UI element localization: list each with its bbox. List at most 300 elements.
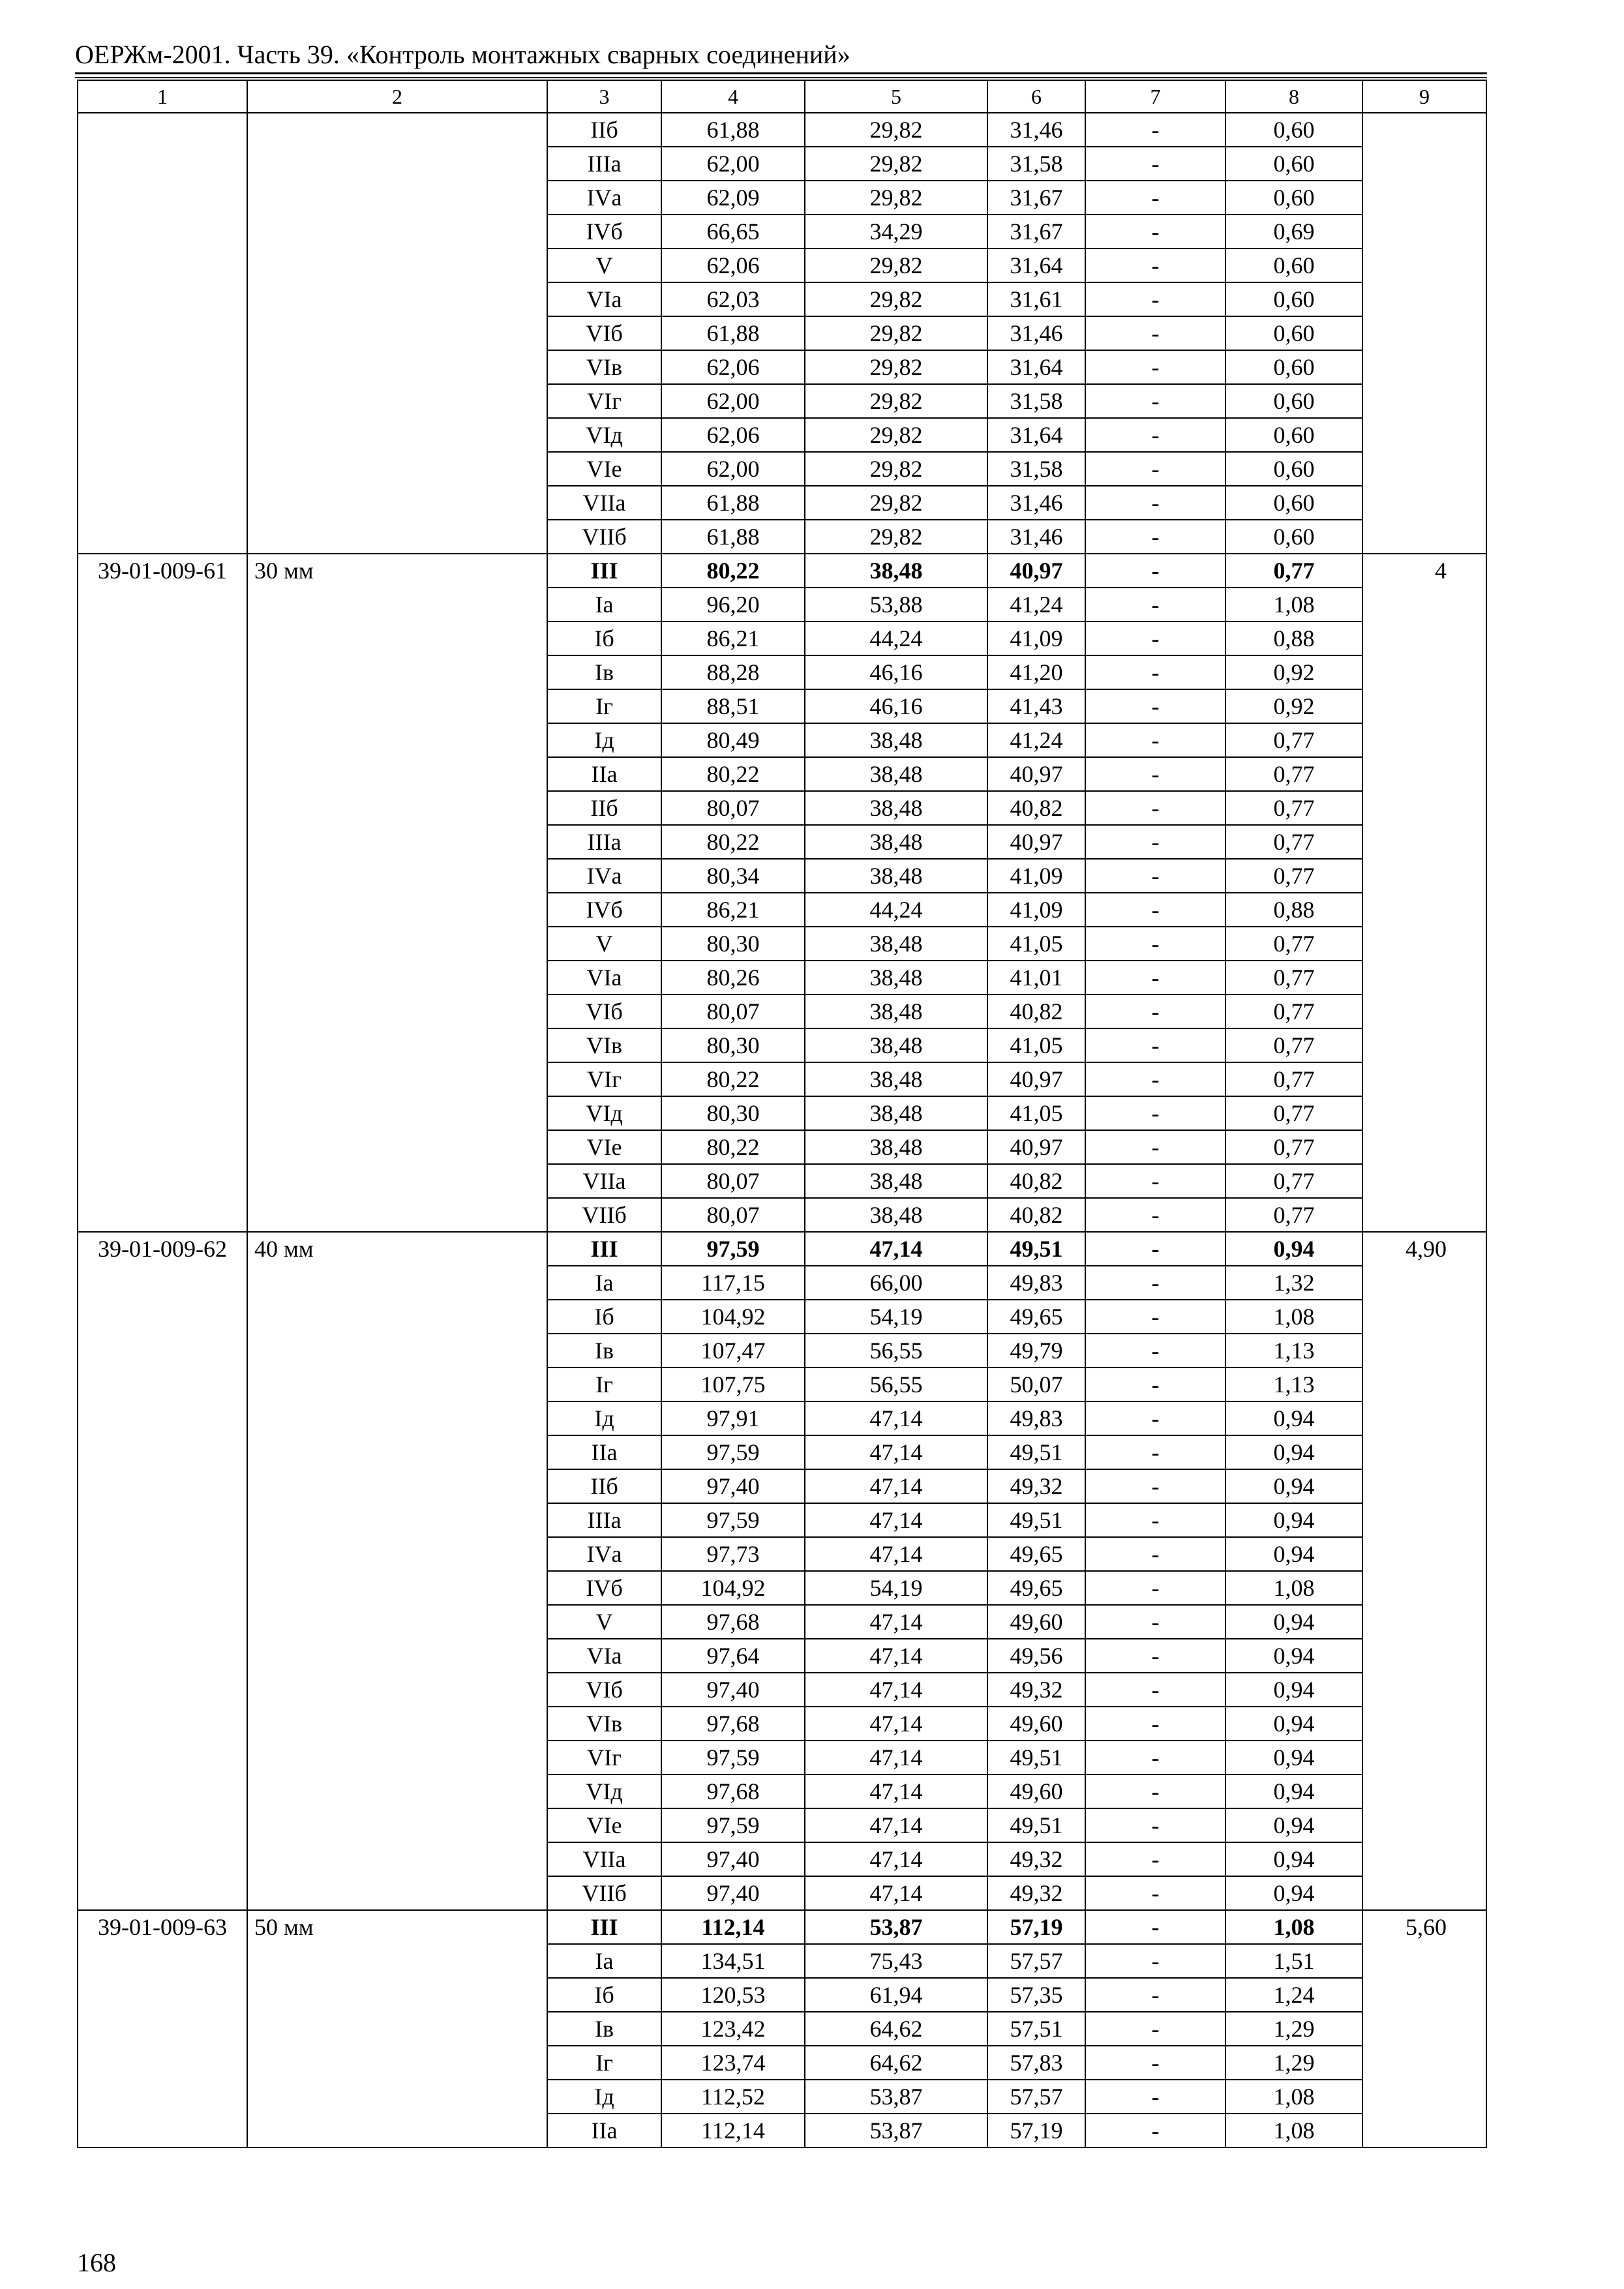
- cell-category: VIг: [547, 384, 661, 418]
- cell-machine: 57,19: [987, 1910, 1085, 1944]
- cell-category: Iд: [547, 1401, 661, 1435]
- cell-labor: 38,48: [805, 859, 987, 893]
- cell-materials: 0,94: [1226, 1673, 1362, 1707]
- cell-wages: -: [1085, 147, 1226, 181]
- cell-machine: 31,67: [987, 181, 1085, 215]
- table-row: [78, 1300, 1486, 1334]
- cell-wages: -: [1085, 1571, 1226, 1605]
- cell-size: [247, 1605, 547, 1639]
- cell-total: 80,22: [661, 554, 805, 588]
- cell-category: VIд: [547, 418, 661, 452]
- cell-wages: -: [1085, 927, 1226, 961]
- cell-extra: [1362, 588, 1486, 621]
- cell-extra: [1362, 215, 1486, 248]
- cell-category: Iв: [547, 2012, 661, 2046]
- cell-total: 104,92: [661, 1300, 805, 1334]
- cell-size: [247, 689, 547, 723]
- cell-wages: -: [1085, 418, 1226, 452]
- cell-labor: 56,55: [805, 1334, 987, 1368]
- cell-extra: [1362, 1266, 1486, 1300]
- cell-category: V: [547, 1605, 661, 1639]
- cell-extra: [1362, 248, 1486, 282]
- cell-total: 80,49: [661, 723, 805, 757]
- cell-category: IIа: [547, 1435, 661, 1469]
- cell-machine: 41,05: [987, 927, 1085, 961]
- cell-materials: 0,88: [1226, 621, 1362, 655]
- cell-materials: 0,60: [1226, 316, 1362, 350]
- cell-machine: 57,35: [987, 1978, 1085, 2012]
- cell-extra: [1362, 621, 1486, 655]
- cell-wages: -: [1085, 452, 1226, 486]
- table-row: [78, 961, 1486, 995]
- cell-code: [78, 316, 247, 350]
- cell-category: IIб: [547, 791, 661, 825]
- cell-machine: 41,09: [987, 621, 1085, 655]
- cell-labor: 53,88: [805, 588, 987, 621]
- cell-materials: 0,77: [1226, 1198, 1362, 1232]
- cell-category: IVа: [547, 859, 661, 893]
- cell-machine: 50,07: [987, 1368, 1085, 1401]
- cell-wages: -: [1085, 1300, 1226, 1334]
- cell-materials: 0,60: [1226, 384, 1362, 418]
- cell-code: [78, 1198, 247, 1232]
- cell-machine: 41,43: [987, 689, 1085, 723]
- cell-wages: -: [1085, 1876, 1226, 1910]
- table-row: [78, 689, 1486, 723]
- cell-total: 86,21: [661, 893, 805, 927]
- table-row: [78, 1232, 1486, 1266]
- cell-extra: 4,90: [1362, 1232, 1486, 1266]
- table-row: [78, 147, 1486, 181]
- cell-extra: [1362, 1673, 1486, 1707]
- cell-code: [78, 1300, 247, 1334]
- cell-extra: [1362, 995, 1486, 1028]
- cell-code: [78, 1334, 247, 1368]
- cell-machine: 31,46: [987, 113, 1085, 147]
- cell-code: [78, 1741, 247, 1774]
- cell-total: 62,06: [661, 418, 805, 452]
- cell-code: [78, 486, 247, 520]
- cell-labor: 47,14: [805, 1842, 987, 1876]
- cell-materials: 0,94: [1226, 1435, 1362, 1469]
- cell-total: 62,00: [661, 384, 805, 418]
- cell-wages: -: [1085, 1266, 1226, 1300]
- table-row: [78, 1741, 1486, 1774]
- cell-size: [247, 1978, 547, 2012]
- cell-wages: -: [1085, 2046, 1226, 2080]
- table-row: [78, 859, 1486, 893]
- cell-extra: [1362, 1876, 1486, 1910]
- cell-labor: 75,43: [805, 1944, 987, 1978]
- cell-code: [78, 1571, 247, 1605]
- cell-size: [247, 2046, 547, 2080]
- cell-code: [78, 1503, 247, 1537]
- cell-wages: -: [1085, 1707, 1226, 1741]
- cell-materials: 0,94: [1226, 1876, 1362, 1910]
- cell-extra: [1362, 757, 1486, 791]
- cell-materials: 0,94: [1226, 1503, 1362, 1537]
- cell-labor: 29,82: [805, 248, 987, 282]
- table-row: [78, 554, 1486, 588]
- table-row: [78, 1130, 1486, 1164]
- cell-size: [247, 621, 547, 655]
- cell-labor: 29,82: [805, 384, 987, 418]
- cell-code: [78, 1130, 247, 1164]
- cell-machine: 49,83: [987, 1266, 1085, 1300]
- cell-code: [78, 2080, 247, 2114]
- cell-size: [247, 588, 547, 621]
- cell-wages: -: [1085, 1096, 1226, 1130]
- cell-total: 97,40: [661, 1876, 805, 1910]
- cell-category: VIа: [547, 282, 661, 316]
- cell-extra: [1362, 2114, 1486, 2147]
- cell-total: 97,40: [661, 1469, 805, 1503]
- cell-wages: -: [1085, 1368, 1226, 1401]
- cell-code: [78, 1368, 247, 1401]
- cell-code: [78, 1266, 247, 1300]
- cell-extra: [1362, 655, 1486, 689]
- cell-size: [247, 1537, 547, 1571]
- cell-machine: 41,24: [987, 723, 1085, 757]
- cell-materials: 0,92: [1226, 689, 1362, 723]
- cell-size: [247, 961, 547, 995]
- cell-labor: 38,48: [805, 1198, 987, 1232]
- cell-category: III: [547, 554, 661, 588]
- cell-size: [247, 1639, 547, 1673]
- cell-total: 80,22: [661, 1062, 805, 1096]
- cell-wages: -: [1085, 113, 1226, 147]
- cell-category: VIд: [547, 1096, 661, 1130]
- table-row: [78, 282, 1486, 316]
- cell-category: III: [547, 1910, 661, 1944]
- cell-machine: 40,97: [987, 757, 1085, 791]
- cell-code: [78, 859, 247, 893]
- cell-total: 66,65: [661, 215, 805, 248]
- cell-wages: -: [1085, 1334, 1226, 1368]
- cell-code: [78, 282, 247, 316]
- cell-labor: 61,94: [805, 1978, 987, 2012]
- column-header-1: 1: [78, 80, 247, 113]
- cell-total: 112,52: [661, 2080, 805, 2114]
- cell-materials: 0,60: [1226, 350, 1362, 384]
- column-header-4: 4: [661, 80, 805, 113]
- cell-size: [247, 1164, 547, 1198]
- cell-labor: 47,14: [805, 1808, 987, 1842]
- cell-size: [247, 113, 547, 147]
- header-rule-thick: [75, 72, 1487, 74]
- cell-code: [78, 350, 247, 384]
- cell-wages: -: [1085, 723, 1226, 757]
- cell-wages: -: [1085, 1978, 1226, 2012]
- cell-machine: 49,32: [987, 1876, 1085, 1910]
- cell-total: 97,68: [661, 1774, 805, 1808]
- cell-materials: 0,77: [1226, 791, 1362, 825]
- cell-category: Iв: [547, 1334, 661, 1368]
- cell-total: 61,88: [661, 486, 805, 520]
- cell-size: [247, 1266, 547, 1300]
- table-row: [78, 316, 1486, 350]
- cell-code: [78, 791, 247, 825]
- cell-materials: 0,94: [1226, 1808, 1362, 1842]
- cell-labor: 38,48: [805, 1130, 987, 1164]
- cell-total: 123,42: [661, 2012, 805, 2046]
- cell-labor: 44,24: [805, 893, 987, 927]
- cell-materials: 0,94: [1226, 1741, 1362, 1774]
- cell-machine: 49,51: [987, 1503, 1085, 1537]
- cell-category: VIIа: [547, 1164, 661, 1198]
- cell-machine: 31,46: [987, 316, 1085, 350]
- cell-code: 39-01-009-63: [78, 1910, 247, 1944]
- cell-total: 80,22: [661, 1130, 805, 1164]
- header-rule-thin: [75, 77, 1487, 78]
- cell-labor: 47,14: [805, 1537, 987, 1571]
- cell-category: IVб: [547, 1571, 661, 1605]
- cell-materials: 1,13: [1226, 1334, 1362, 1368]
- cell-machine: 40,97: [987, 825, 1085, 859]
- cell-code: [78, 1639, 247, 1673]
- cell-extra: [1362, 1028, 1486, 1062]
- table-row: [78, 418, 1486, 452]
- cell-category: V: [547, 927, 661, 961]
- cell-total: 97,64: [661, 1639, 805, 1673]
- cell-size: [247, 1096, 547, 1130]
- cell-materials: 1,29: [1226, 2012, 1362, 2046]
- cell-size: [247, 2114, 547, 2147]
- cell-wages: -: [1085, 1774, 1226, 1808]
- cell-total: 104,92: [661, 1571, 805, 1605]
- table-row: [78, 927, 1486, 961]
- cell-code: [78, 757, 247, 791]
- cell-code: [78, 113, 247, 147]
- cell-machine: 49,65: [987, 1300, 1085, 1334]
- cell-extra: [1362, 1096, 1486, 1130]
- cell-materials: 1,24: [1226, 1978, 1362, 2012]
- table-row: [78, 1944, 1486, 1978]
- cell-wages: -: [1085, 825, 1226, 859]
- cell-materials: 0,94: [1226, 1605, 1362, 1639]
- column-header-7: 7: [1085, 80, 1226, 113]
- cell-wages: -: [1085, 215, 1226, 248]
- cell-materials: 0,77: [1226, 554, 1362, 588]
- cell-size: [247, 350, 547, 384]
- cell-extra: [1362, 1368, 1486, 1401]
- cell-total: 80,30: [661, 1096, 805, 1130]
- table-row: [78, 1028, 1486, 1062]
- cell-labor: 54,19: [805, 1300, 987, 1334]
- cell-materials: 1,32: [1226, 1266, 1362, 1300]
- cell-total: 97,68: [661, 1707, 805, 1741]
- cell-category: Iг: [547, 1368, 661, 1401]
- table-row: [78, 1639, 1486, 1673]
- cell-machine: 31,58: [987, 452, 1085, 486]
- cell-labor: 47,14: [805, 1232, 987, 1266]
- cell-machine: 57,57: [987, 1944, 1085, 1978]
- cell-size: [247, 757, 547, 791]
- cell-labor: 47,14: [805, 1876, 987, 1910]
- cell-total: 80,30: [661, 927, 805, 961]
- cell-size: [247, 452, 547, 486]
- cell-category: IIб: [547, 1469, 661, 1503]
- cell-extra: [1362, 689, 1486, 723]
- cell-machine: 40,82: [987, 791, 1085, 825]
- cell-machine: 31,67: [987, 215, 1085, 248]
- cell-labor: 47,14: [805, 1741, 987, 1774]
- rates-table: [77, 80, 1487, 2148]
- cell-wages: -: [1085, 995, 1226, 1028]
- cell-code: [78, 1096, 247, 1130]
- cell-size: [247, 181, 547, 215]
- cell-machine: 31,64: [987, 248, 1085, 282]
- cell-materials: 0,77: [1226, 859, 1362, 893]
- cell-labor: 38,48: [805, 791, 987, 825]
- cell-machine: 49,51: [987, 1232, 1085, 1266]
- cell-machine: 49,51: [987, 1435, 1085, 1469]
- cell-machine: 40,97: [987, 1062, 1085, 1096]
- cell-code: [78, 147, 247, 181]
- cell-total: 117,15: [661, 1266, 805, 1300]
- cell-materials: 0,94: [1226, 1537, 1362, 1571]
- cell-labor: 29,82: [805, 181, 987, 215]
- cell-materials: 0,77: [1226, 1028, 1362, 1062]
- cell-size: [247, 384, 547, 418]
- cell-machine: 49,51: [987, 1741, 1085, 1774]
- cell-materials: 0,94: [1226, 1401, 1362, 1435]
- cell-size: [247, 1707, 547, 1741]
- column-header-2: 2: [247, 80, 547, 113]
- cell-code: [78, 588, 247, 621]
- cell-total: 61,88: [661, 316, 805, 350]
- cell-wages: -: [1085, 1062, 1226, 1096]
- table-row: [78, 621, 1486, 655]
- cell-wages: -: [1085, 655, 1226, 689]
- cell-labor: 66,00: [805, 1266, 987, 1300]
- cell-size: [247, 147, 547, 181]
- table-row: [78, 2114, 1486, 2147]
- cell-total: 97,59: [661, 1741, 805, 1774]
- cell-wages: -: [1085, 248, 1226, 282]
- cell-materials: 0,94: [1226, 1842, 1362, 1876]
- page-number: 168: [77, 2248, 116, 2277]
- cell-total: 80,07: [661, 995, 805, 1028]
- cell-extra: [1362, 1130, 1486, 1164]
- cell-wages: -: [1085, 1469, 1226, 1503]
- cell-total: 61,88: [661, 113, 805, 147]
- cell-materials: 0,88: [1226, 893, 1362, 927]
- cell-category: V: [547, 248, 661, 282]
- table-row: [78, 1469, 1486, 1503]
- table-row: [78, 825, 1486, 859]
- cell-labor: 47,14: [805, 1469, 987, 1503]
- cell-machine: 41,09: [987, 893, 1085, 927]
- cell-materials: 0,94: [1226, 1469, 1362, 1503]
- cell-labor: 56,55: [805, 1368, 987, 1401]
- table-row: [78, 1842, 1486, 1876]
- table-row: [78, 791, 1486, 825]
- cell-total: 107,75: [661, 1368, 805, 1401]
- cell-wages: -: [1085, 350, 1226, 384]
- table-row: [78, 1435, 1486, 1469]
- cell-extra: [1362, 1639, 1486, 1673]
- cell-code: [78, 1164, 247, 1198]
- cell-extra: [1362, 2080, 1486, 2114]
- cell-category: Iг: [547, 689, 661, 723]
- cell-machine: 49,32: [987, 1673, 1085, 1707]
- cell-labor: 29,82: [805, 316, 987, 350]
- cell-category: Iб: [547, 1978, 661, 2012]
- cell-extra: [1362, 1707, 1486, 1741]
- cell-size: [247, 1741, 547, 1774]
- cell-labor: 29,82: [805, 282, 987, 316]
- cell-category: Iд: [547, 723, 661, 757]
- cell-category: Iб: [547, 621, 661, 655]
- cell-machine: 40,97: [987, 554, 1085, 588]
- cell-category: IIIа: [547, 1503, 661, 1537]
- cell-extra: [1362, 1605, 1486, 1639]
- cell-size: [247, 1198, 547, 1232]
- cell-total: 88,51: [661, 689, 805, 723]
- cell-labor: 29,82: [805, 113, 987, 147]
- cell-code: [78, 2046, 247, 2080]
- cell-category: VIв: [547, 1707, 661, 1741]
- table-row: [78, 588, 1486, 621]
- cell-labor: 53,87: [805, 2080, 987, 2114]
- cell-wages: -: [1085, 1944, 1226, 1978]
- cell-size: 30 мм: [247, 554, 547, 588]
- cell-labor: 53,87: [805, 2114, 987, 2147]
- cell-machine: 49,79: [987, 1334, 1085, 1368]
- cell-category: VIг: [547, 1741, 661, 1774]
- cell-labor: 47,14: [805, 1401, 987, 1435]
- cell-size: [247, 859, 547, 893]
- cell-extra: [1362, 1741, 1486, 1774]
- cell-total: 80,07: [661, 1164, 805, 1198]
- cell-materials: 0,94: [1226, 1774, 1362, 1808]
- cell-wages: -: [1085, 757, 1226, 791]
- table-row: [78, 113, 1486, 147]
- cell-code: [78, 927, 247, 961]
- cell-materials: 0,77: [1226, 723, 1362, 757]
- cell-size: [247, 282, 547, 316]
- cell-machine: 57,51: [987, 2012, 1085, 2046]
- cell-materials: 0,60: [1226, 282, 1362, 316]
- cell-extra: [1362, 1198, 1486, 1232]
- cell-wages: -: [1085, 1130, 1226, 1164]
- cell-category: VIе: [547, 452, 661, 486]
- cell-category: Iб: [547, 1300, 661, 1334]
- cell-labor: 47,14: [805, 1774, 987, 1808]
- cell-wages: -: [1085, 181, 1226, 215]
- cell-machine: 31,64: [987, 418, 1085, 452]
- cell-materials: 0,77: [1226, 927, 1362, 961]
- cell-labor: 38,48: [805, 995, 987, 1028]
- table-row: [78, 1774, 1486, 1808]
- cell-extra: [1362, 1537, 1486, 1571]
- cell-wages: -: [1085, 1537, 1226, 1571]
- column-number-row: [78, 80, 1486, 113]
- table-row: [78, 723, 1486, 757]
- cell-extra: [1362, 418, 1486, 452]
- cell-materials: 0,94: [1226, 1232, 1362, 1266]
- cell-labor: 29,82: [805, 486, 987, 520]
- cell-size: [247, 1944, 547, 1978]
- cell-code: [78, 1435, 247, 1469]
- cell-total: 97,73: [661, 1537, 805, 1571]
- cell-labor: 29,82: [805, 520, 987, 554]
- cell-total: 123,74: [661, 2046, 805, 2080]
- cell-size: [247, 1368, 547, 1401]
- cell-total: 80,07: [661, 791, 805, 825]
- cell-size: [247, 215, 547, 248]
